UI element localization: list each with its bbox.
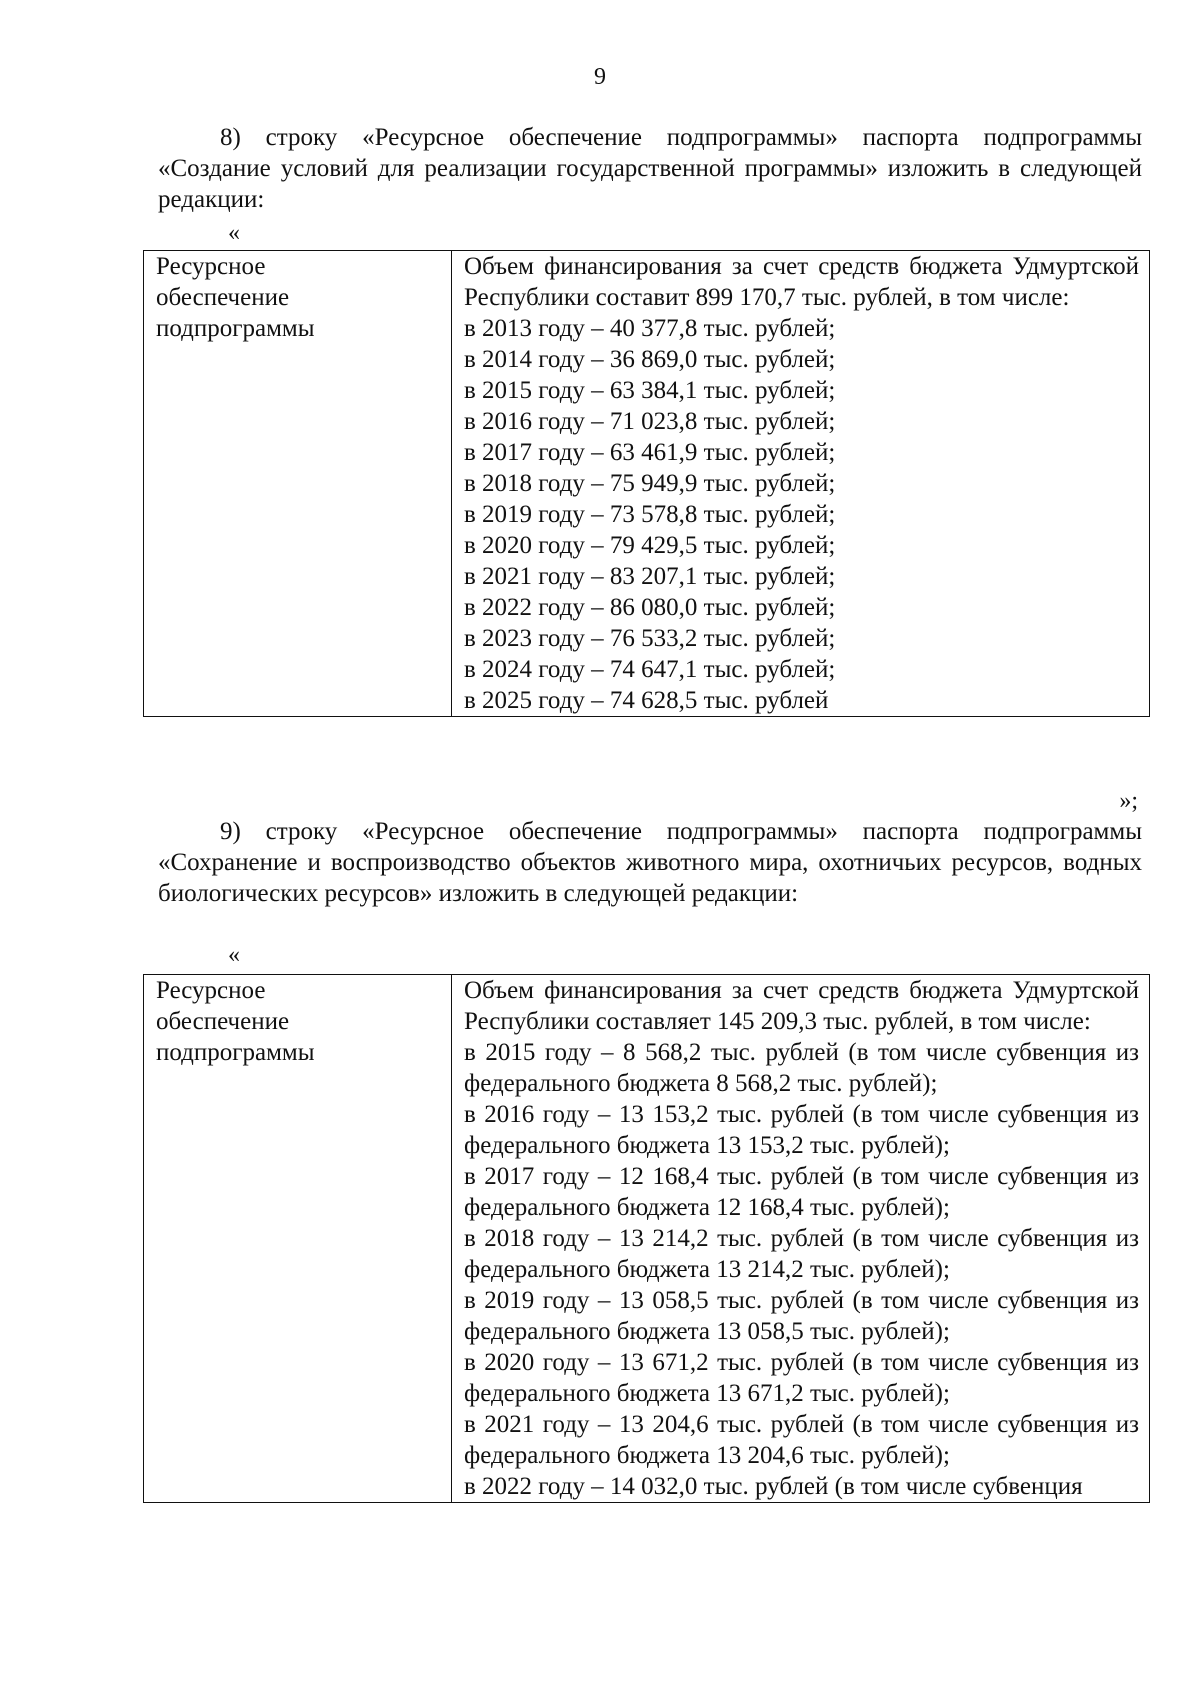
label-line: подпрограммы [156,315,315,342]
section-8-paragraph [158,122,1142,215]
year-entry: в 2021 году – 13 204,6 тыс. рублей (в том числе субвенция из федерального бюджета 13 204,6 тыс. рублей); [464,1411,1139,1469]
table-row [144,251,1150,717]
financing-intro: Объем финансирования за счет средств бюджета Удмуртской Республики составляет 145 209,3 тыс. рублей, в том числе: [464,977,1139,1035]
year-line: в 2014 году – 36 869,0 тыс. рублей; [464,346,836,373]
section-8-number: 8) [220,124,241,151]
section-8-quote-close: »; [1119,788,1138,814]
section-9-number: 9) [220,818,241,845]
year-line: в 2020 году – 79 429,5 тыс. рублей; [464,532,836,559]
year-entry: в 2017 году – 12 168,4 тыс. рублей (в том числе субвенция из федерального бюджета 12 168,4 тыс. рублей); [464,1163,1139,1221]
section-8-quote-open: « [228,220,240,246]
year-line: в 2024 году – 74 647,1 тыс. рублей; [464,656,836,683]
label-line: Ресурсное [156,977,266,1004]
year-line: в 2017 году – 63 461,9 тыс. рублей; [464,439,836,466]
year-line: в 2023 году – 76 533,2 тыс. рублей; [464,625,836,652]
year-line: в 2021 году – 83 207,1 тыс. рублей; [464,563,836,590]
year-entry: в 2020 году – 13 671,2 тыс. рублей (в том числе субвенция из федерального бюджета 13 671,2 тыс. рублей); [464,1349,1139,1407]
financing-cell [452,251,1150,717]
label-line: подпрограммы [156,1039,315,1066]
year-entry: в 2018 году – 13 214,2 тыс. рублей (в том числе субвенция из федерального бюджета 13 214,2 тыс. рублей); [464,1225,1139,1283]
section-9-table [143,974,1150,1503]
year-line: в 2025 году – 74 628,5 тыс. рублей [464,687,829,714]
year-line: в 2018 году – 75 949,9 тыс. рублей; [464,470,836,497]
resource-label-cell [144,251,452,717]
year-entry: в 2019 году – 13 058,5 тыс. рублей (в том числе субвенция из федерального бюджета 13 058,5 тыс. рублей); [464,1287,1139,1345]
financing-intro: Объем финансирования за счет средств бюджета Удмуртской Республики составит 899 170,7 тыс. рублей, в том числе: [464,253,1139,311]
page-number: 9 [594,64,606,90]
label-line: Ресурсное [156,253,266,280]
label-line: обеспечение [156,1008,290,1035]
resource-label-cell [144,975,452,1503]
financing-cell [452,975,1150,1503]
year-line: в 2016 году – 71 023,8 тыс. рублей; [464,408,836,435]
year-line: в 2013 году – 40 377,8 тыс. рублей; [464,315,836,342]
year-line: в 2019 году – 73 578,8 тыс. рублей; [464,501,836,528]
section-9-text: строку «Ресурсное обеспечение подпрограммы» паспорта подпрограммы «Сохранение и воспроизводство объектов животного мира, охотничьих ресурсов, водных биологических ресурсов» изложить в следующей редакции: [158,818,1142,907]
section-8-text: строку «Ресурсное обеспечение подпрограммы» паспорта подпрограммы «Создание условий для реализации государственной программы» изложить в следующей редакции: [158,124,1142,213]
year-entry: в 2016 году – 13 153,2 тыс. рублей (в том числе субвенция из федерального бюджета 13 153,2 тыс. рублей); [464,1101,1139,1159]
year-entry: в 2015 году – 8 568,2 тыс. рублей (в том числе субвенция из федерального бюджета 8 568,2 тыс. рублей); [464,1039,1139,1097]
section-9-quote-open: « [228,942,240,968]
section-8-table [143,250,1150,717]
year-line: в 2015 году – 63 384,1 тыс. рублей; [464,377,836,404]
section-9-paragraph [158,816,1142,909]
label-line: обеспечение [156,284,290,311]
table-row [144,975,1150,1503]
year-line: в 2022 году – 86 080,0 тыс. рублей; [464,594,836,621]
year-entry: в 2022 году – 14 032,0 тыс. рублей (в том числе субвенция [464,1473,1083,1500]
